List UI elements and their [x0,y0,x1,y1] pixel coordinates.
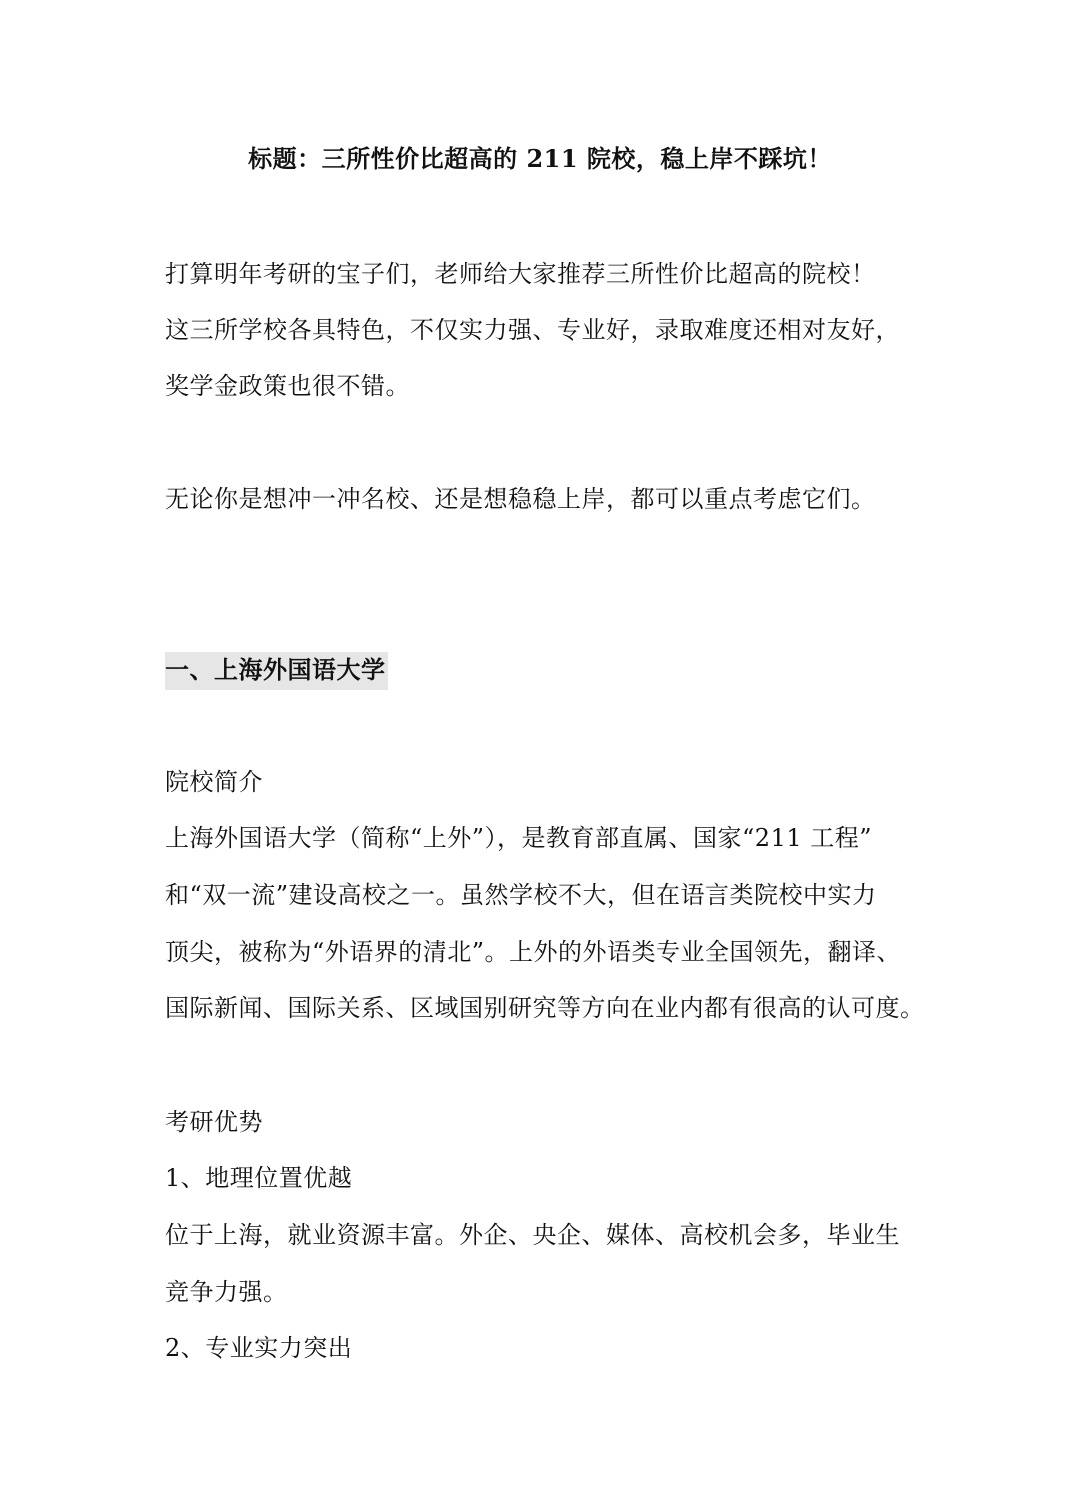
profile-line-1: 上海外国语大学（简称“上外”），是教育部直属、国家“211 工程” [165,824,873,852]
intro-line-2: 这三所学校各具特色，不仅实力强、专业好，录取难度还相对友好， [165,316,900,344]
point-1-line-2: 竞争力强。 [165,1278,288,1306]
point-1-title: 1、地理位置优越 [165,1164,353,1192]
document-title: 标题：三所性价比超高的 211 院校，稳上岸不踩坑！ [248,144,832,173]
intro-line-1: 打算明年考研的宝子们，老师给大家推荐三所性价比超高的院校！ [165,260,876,288]
profile-line-3: 顶尖，被称为“外语界的清北”。上外的外语类专业全国领先，翻译、 [165,938,902,966]
section-heading-sisu: 一、上海外国语大学 [165,652,388,690]
advantage-label: 考研优势 [165,1108,263,1136]
point-1-line-1: 位于上海，就业资源丰富。外企、央企、媒体、高校机会多，毕业生 [165,1221,900,1249]
point-2-title: 2、专业实力突出 [165,1334,353,1362]
intro-paragraph-2: 无论你是想冲一冲名校、还是想稳稳上岸，都可以重点考虑它们。 [165,485,876,513]
intro-line-3: 奖学金政策也很不错。 [165,372,410,400]
profile-line-2: 和“双一流”建设高校之一。虽然学校不大，但在语言类院校中实力 [165,881,877,909]
profile-label: 院校简介 [165,768,263,796]
profile-line-4: 国际新闻、国际关系、区域国别研究等方向在业内都有很高的认可度。 [165,994,925,1022]
